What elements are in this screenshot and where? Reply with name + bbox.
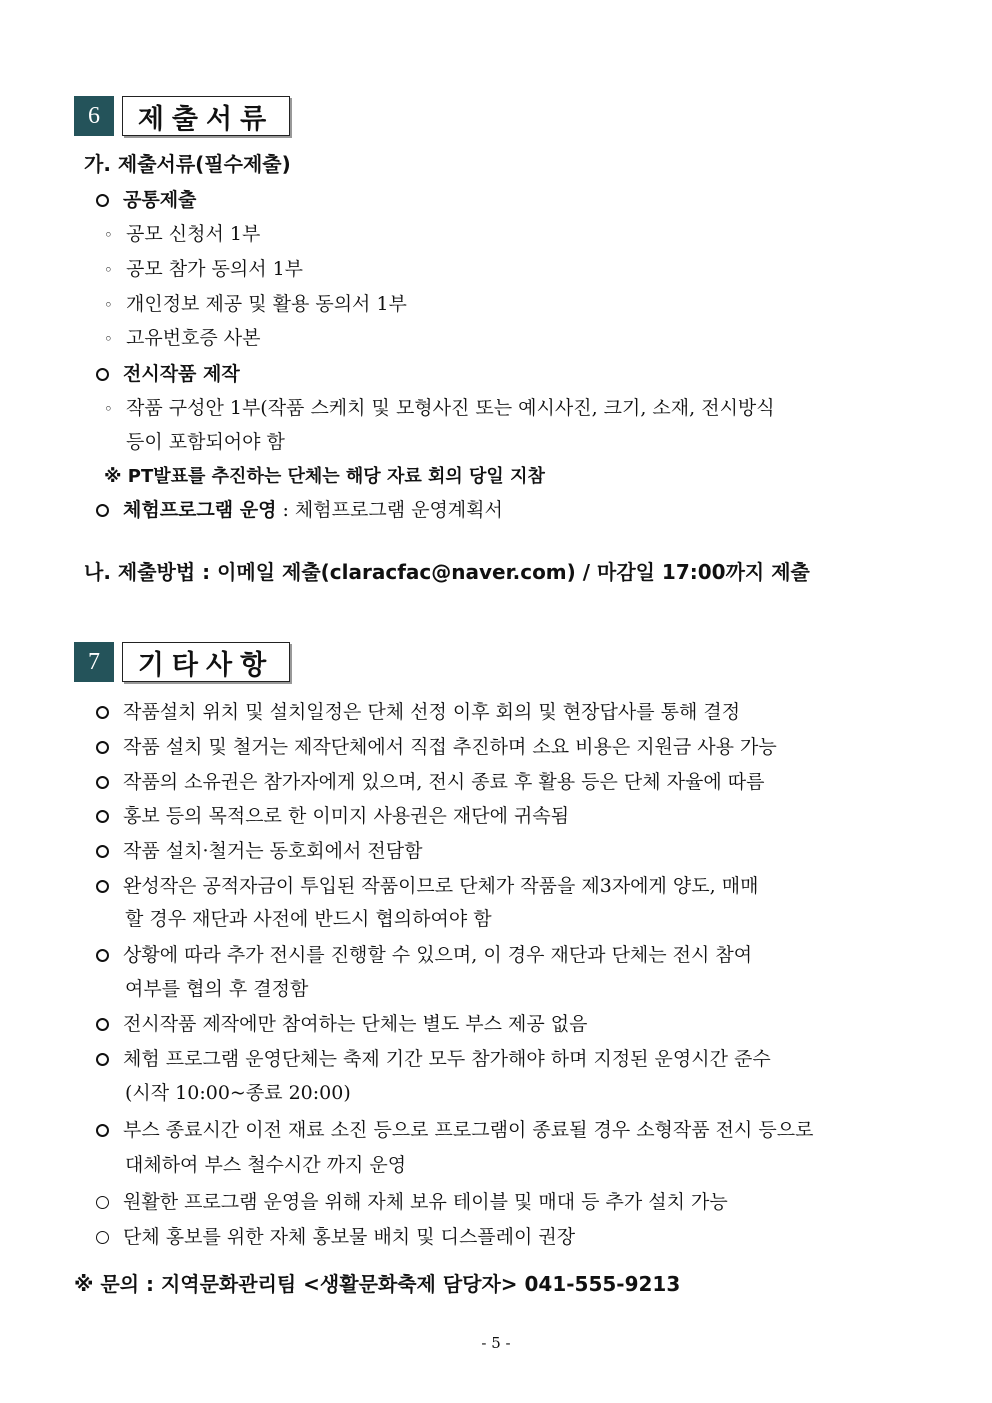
small-circle-bullet-icon: ◦ [104, 296, 113, 314]
section-6-sub-a: 가. 제출서류(필수제출) [84, 152, 291, 176]
list-item: 작품 설치 및 철거는 제작단체에서 직접 추진하며 소요 비용은 지원금 사용 가능 [96, 734, 777, 760]
list-item-continuation: 대체하여 부스 철수시간 까지 운영 [125, 1154, 407, 1176]
exhibit-heading: 전시작품 제작 [123, 363, 240, 385]
program-row [96, 497, 503, 523]
program-text: : 체험프로그램 운영계획서 [276, 499, 503, 521]
circle-bullet-icon [96, 368, 109, 381]
list-item: ◦ 고유번호증 사본 [104, 325, 261, 352]
list-item: 작품설치 위치 및 설치일정은 단체 선정 이후 회의 및 현장답사를 통해 결정 [96, 699, 740, 725]
circle-bullet-icon [96, 776, 109, 789]
small-circle-bullet-icon: ◦ [104, 330, 113, 348]
list-item: 완성작은 공적자금이 투입된 작품이므로 단체가 작품을 제3자에게 양도, 매매 [96, 873, 758, 899]
section-7-header [74, 642, 290, 682]
circle-bullet-icon [96, 880, 109, 893]
small-circle-bullet-icon: ◦ [104, 226, 113, 244]
contact-note: ※ 문의 : 지역문화관리팀 <생활문화축제 담당자> 041-555-9213 [74, 1272, 681, 1296]
list-item: 원활한 프로그램 운영을 위해 자체 보유 테이블 및 매대 등 추가 설치 가능 [96, 1189, 728, 1215]
list-item: ◦ 개인정보 제공 및 활용 동의서 1부 [104, 291, 407, 318]
section-6-number: 6 [74, 96, 114, 136]
program-heading: 체험프로그램 운영 [123, 499, 277, 521]
list-item: 단체 홍보를 위한 자체 홍보물 배치 및 디스플레이 권장 [96, 1224, 575, 1250]
circle-bullet-icon [96, 1018, 109, 1031]
list-item: ◦ 공모 참가 동의서 1부 [104, 256, 303, 283]
list-item: 작품 설치·철거는 동호회에서 전담함 [96, 838, 422, 864]
common-heading-row [96, 187, 196, 213]
circle-bullet-icon [96, 1124, 109, 1137]
circle-bullet-icon [96, 810, 109, 823]
section-6-header [74, 96, 290, 136]
circle-bullet-icon [96, 504, 109, 517]
list-item: ◦ 작품 구성안 1부(작품 스케치 및 모형사진 또는 예시사진, 크기, 소재, 전시방식 [104, 395, 775, 422]
pt-note: ※ PT발표를 추진하는 단체는 해당 자료 회의 당일 지참 [104, 466, 545, 487]
list-item-continuation: 등이 포함되어야 함 [126, 431, 285, 453]
section-7-number: 7 [74, 642, 114, 682]
circle-bullet-icon [96, 1231, 109, 1244]
section-6-sub-b: 나. 제출방법 : 이메일 제출(claracfac@naver.com) / 마감일 17:00까지 제출 [84, 560, 810, 584]
small-circle-bullet-icon: ◦ [104, 261, 113, 279]
circle-bullet-icon [96, 194, 109, 207]
exhibit-heading-row [96, 361, 240, 387]
small-circle-bullet-icon: ◦ [104, 400, 113, 418]
circle-bullet-icon [96, 1053, 109, 1066]
circle-bullet-icon [96, 1196, 109, 1209]
list-item: ◦ 공모 신청서 1부 [104, 221, 260, 248]
list-item-continuation: 할 경우 재단과 사전에 반드시 협의하여야 함 [125, 908, 492, 930]
circle-bullet-icon [96, 706, 109, 719]
list-item: 전시작품 제작에만 참여하는 단체는 별도 부스 제공 없음 [96, 1011, 587, 1037]
list-item: 상황에 따라 추가 전시를 진행할 수 있으며, 이 경우 재단과 단체는 전시 참여 [96, 942, 752, 968]
list-item: 작품의 소유권은 참가자에게 있으며, 전시 종료 후 활용 등은 단체 자율에 따름 [96, 769, 764, 795]
common-heading: 공통제출 [123, 189, 197, 211]
list-item-continuation: 여부를 협의 후 결정함 [125, 978, 309, 1000]
section-6-title: 제출서류 [122, 96, 290, 136]
list-item: 체험 프로그램 운영단체는 축제 기간 모두 참가해야 하며 지정된 운영시간 준수 [96, 1046, 771, 1072]
page-number: - 5 - [481, 1334, 511, 1352]
list-item-continuation: (시작 10:00~종료 20:00) [125, 1082, 351, 1104]
section-7-title: 기타사항 [122, 642, 290, 682]
circle-bullet-icon [96, 741, 109, 754]
circle-bullet-icon [96, 845, 109, 858]
list-item: 부스 종료시간 이전 재료 소진 등으로 프로그램이 종료될 경우 소형작품 전시 등으로 [96, 1117, 813, 1143]
circle-bullet-icon [96, 949, 109, 962]
list-item: 홍보 등의 목적으로 한 이미지 사용권은 재단에 귀속됨 [96, 803, 569, 829]
